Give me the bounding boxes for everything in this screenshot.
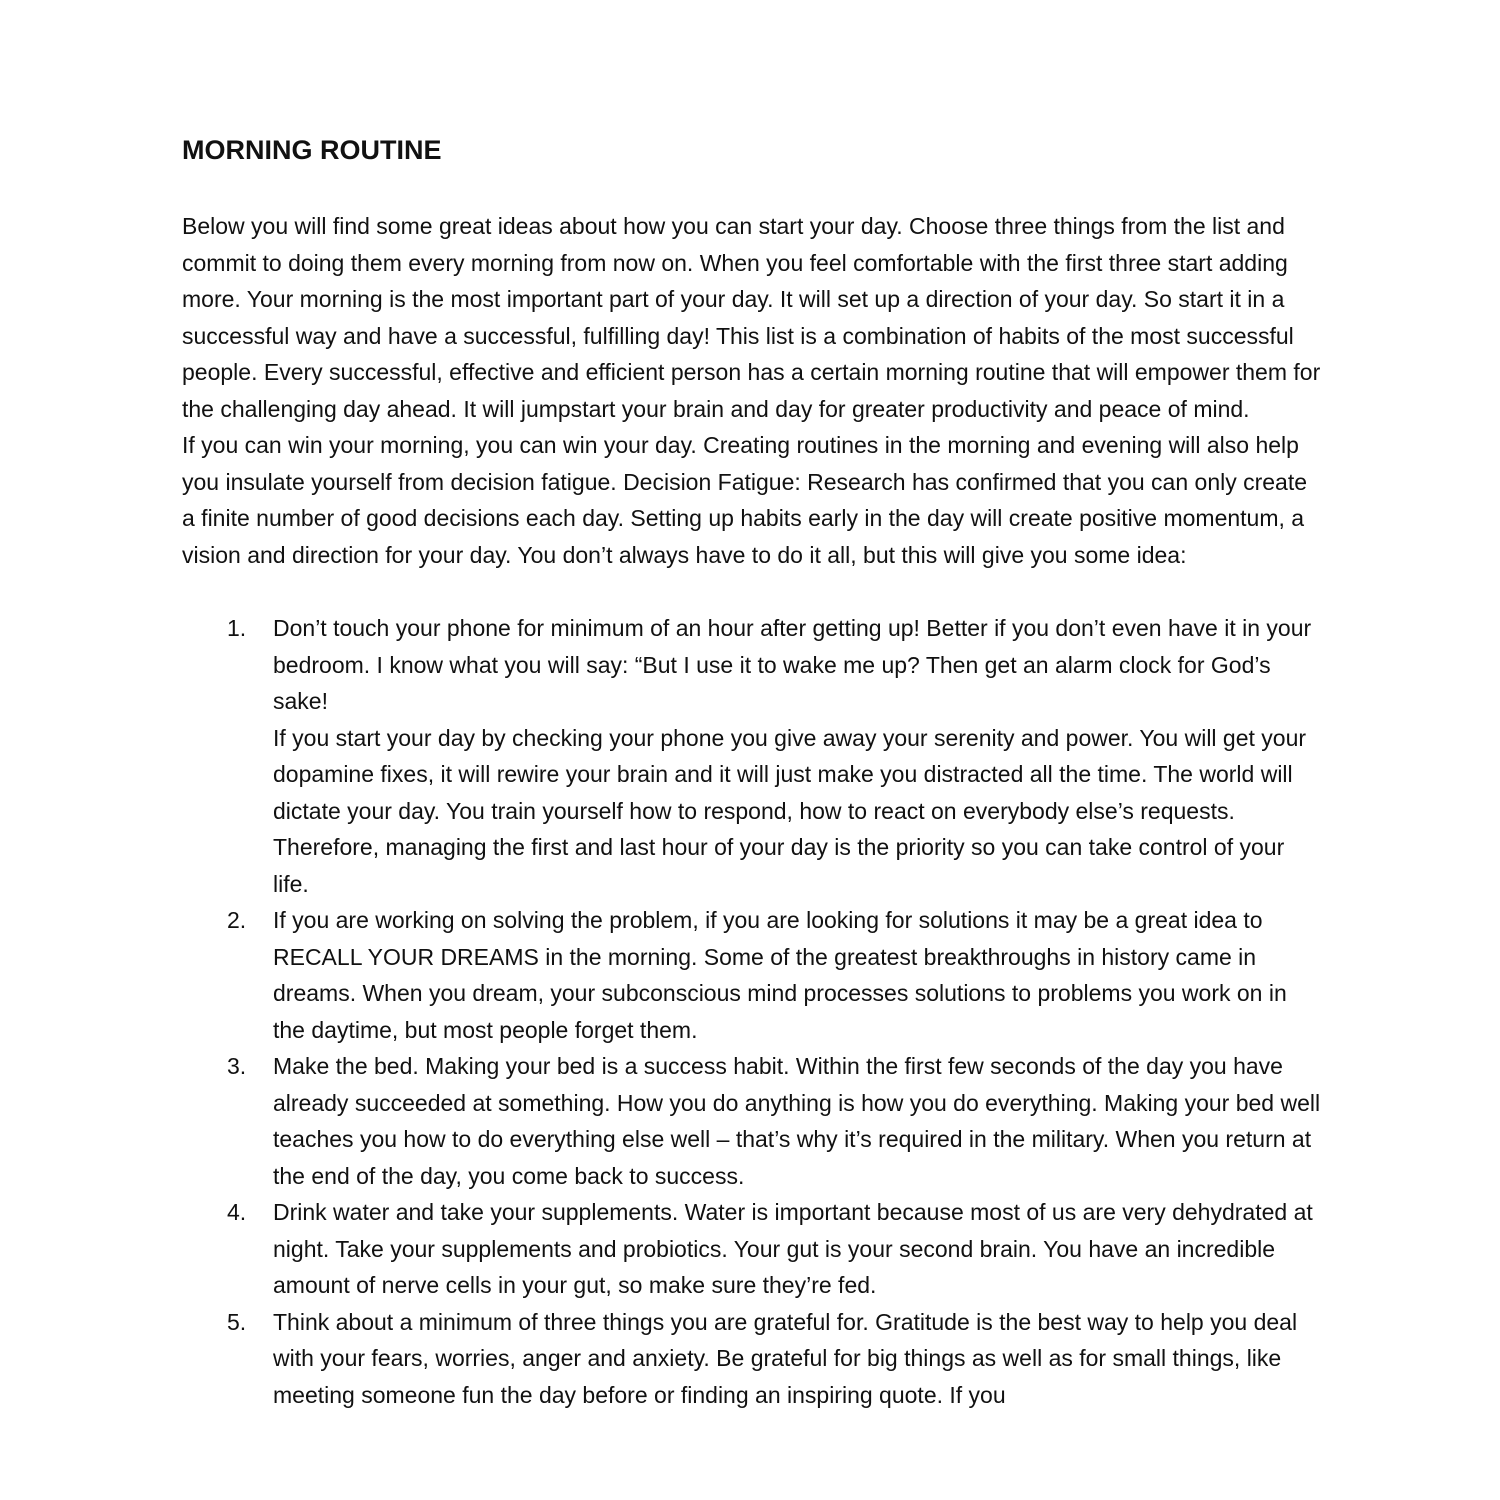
list-item-number: 4. <box>227 1199 247 1225</box>
list-item <box>182 610 1322 902</box>
list-item <box>182 1194 1322 1304</box>
list-item-text: Drink water and take your supplements. Water is important because most of us are very dehydrated at night. Take your supplements and probiotics. Your gut is your second brain. You have an incredible amount of nerve cells in your gut, so make sure they’re fed. <box>273 1199 1313 1298</box>
list-item-number: 3. <box>227 1053 247 1079</box>
intro-paragraph: If you can win your morning, you can win your day. Creating routines in the morning and evening will also help you insulate yourself from decision fatigue. Decision Fatigue: Research has confirmed that you can only create a finite number of good decisions each day. Setting up habits early in the day will create positive momentum, a vision and direction for your day. You don’t always have to do it all, but this will give you some idea: <box>182 432 1308 568</box>
routine-list <box>182 610 1322 1413</box>
list-item <box>182 1048 1322 1194</box>
list-item-number: 1. <box>227 615 247 641</box>
list-item-text: If you are working on solving the problem, if you are looking for solutions it may be a great idea to RECALL YOUR DREAMS in the morning. Some of the greatest breakthroughs in history came in dreams. When you dream, your subconscious mind processes solutions to problems you work on in the daytime, but most people forget them. <box>273 907 1287 1043</box>
list-item-number: 5. <box>227 1308 247 1335</box>
list-item-text: Think about a minimum of three things you are grateful for. Gratitude is the best way to help you deal with your fears, worries, anger and anxiety. Be grateful for big things as well as for small things, like meeting someone fun the day before or finding an inspiring quote. If you <box>273 1308 1298 1408</box>
list-item-text: Make the bed. Making your bed is a success habit. Within the first few seconds of the day you have already succeeded at something. How you do anything is how you do everything. Making your bed well teaches you how to do everything else well – that’s why it’s required in the military. When you return at the end of the day, you come back to success. <box>273 1053 1321 1189</box>
list-item <box>182 1304 1322 1414</box>
list-item <box>182 902 1322 1048</box>
document-content <box>182 132 1322 1413</box>
intro-paragraph: Below you will find some great ideas about how you can start your day. Choose three things from the list and commit to doing them every morning from now on. When you feel comfortable with the first three start adding more. Your morning is the most important part of your day. It will set up a direction of your day. So start it in a successful way and have a successful, fulfilling day! This list is a combination of habits of the most successful people. Every successful, effective and efficient person has a certain morning routine that will empower them for the challenging day ahead. It will jumpstart your brain and day for greater productivity and peace of mind. <box>182 213 1321 422</box>
document-title: MORNING ROUTINE <box>182 135 442 165</box>
list-item-text: Don’t touch your phone for minimum of an hour after getting up! Better if you don’t even have it in your bedroom. I know what you will say: “But I use it to wake me up? Then get an alarm clock for God’s sake! <box>273 615 1312 714</box>
list-item-number: 2. <box>227 907 247 933</box>
list-item-continuation: If you start your day by checking your phone you give away your serenity and power. You will get your dopamine fixes, it will rewire your brain and it will just make you distracted all the time. The world will dictate your day. You train yourself how to respond, how to react on everybody else’s requests. Therefore, managing the first and last hour of your day is the priority so you can take control of your life. <box>273 724 1307 897</box>
